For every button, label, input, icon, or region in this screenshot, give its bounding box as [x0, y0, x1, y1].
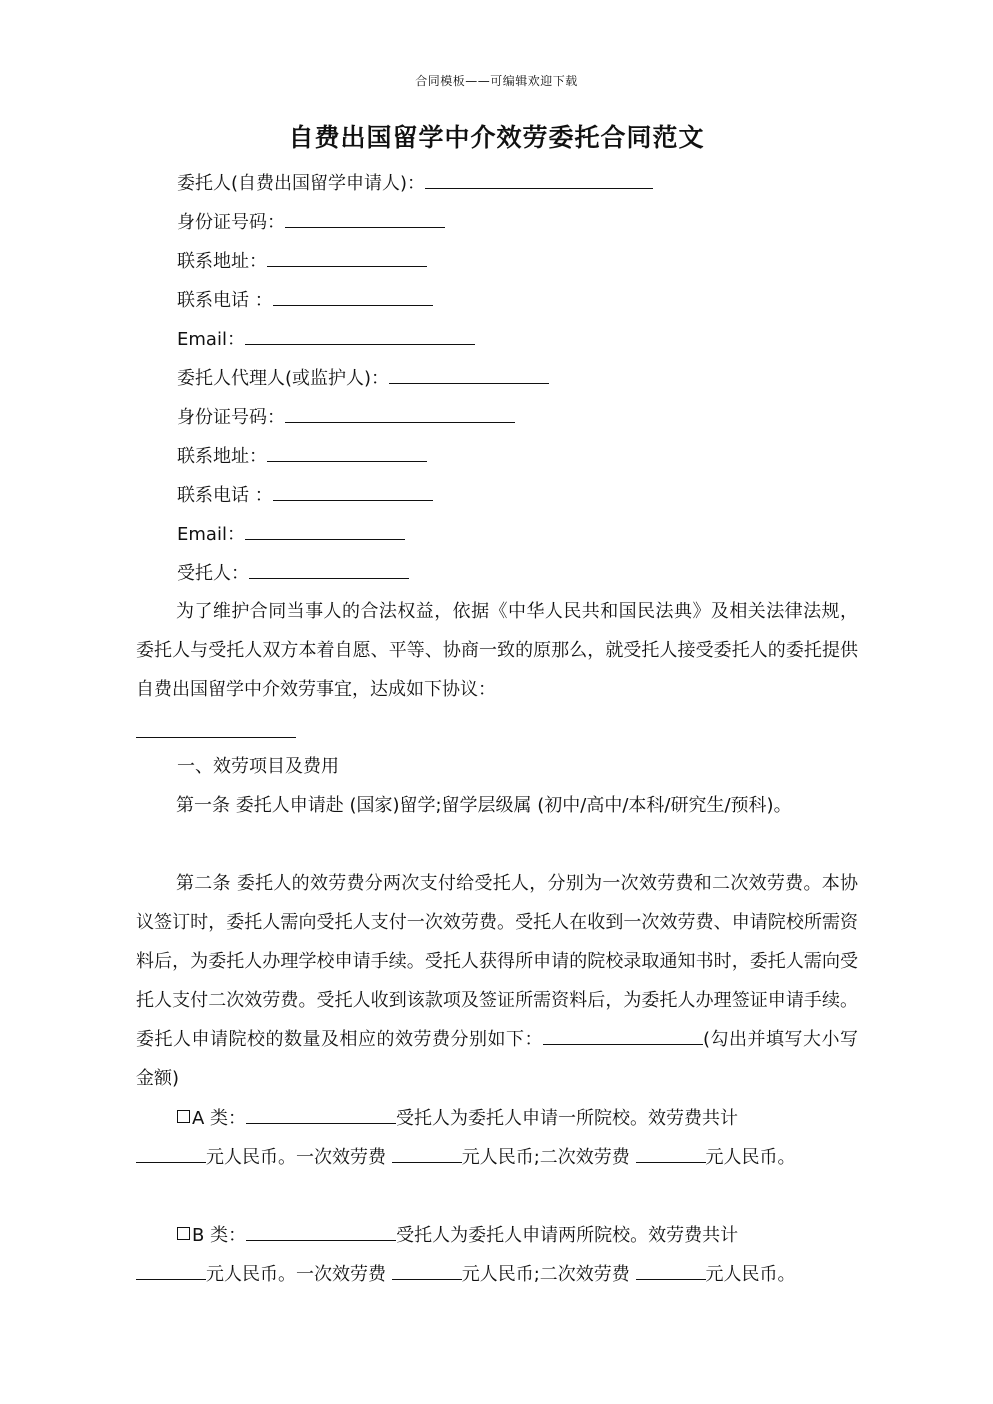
trustee-field: [177, 560, 409, 586]
field-label: 联系电话 ：: [177, 290, 273, 311]
field-label: 联系电话 ：: [177, 485, 273, 506]
field-label: 受托人：: [177, 563, 249, 584]
agent-address-field: [177, 443, 427, 469]
article-1: [136, 786, 858, 825]
option-b-line1: [177, 1222, 738, 1248]
field-label: 委托人(自费出国留学申请人)：: [177, 173, 426, 194]
fill-blank[interactable]: [249, 560, 409, 579]
fill-blank[interactable]: [136, 1261, 206, 1280]
fill-blank[interactable]: [636, 1144, 706, 1163]
fill-blank[interactable]: [267, 443, 427, 462]
principal-id-field: [177, 209, 445, 235]
fill-blank[interactable]: [425, 170, 653, 189]
principal-phone-field: [177, 287, 433, 313]
option-desc: 受托人为委托人申请两所院校。效劳费共计: [396, 1225, 739, 1246]
fill-blank[interactable]: [246, 1222, 396, 1241]
fill-blank[interactable]: [285, 404, 515, 423]
option-unit: 元人民币。一次效劳费: [206, 1147, 386, 1168]
page-header: 合同模板——可编辑欢迎下载: [415, 74, 578, 88]
option-label: B 类：: [192, 1225, 247, 1246]
option-label: A 类：: [192, 1108, 247, 1129]
fill-blank[interactable]: [285, 209, 445, 228]
agent-name-field: [177, 365, 549, 391]
field-label: Email：: [177, 524, 245, 545]
option-a-line2: [136, 1144, 796, 1170]
option-unit: 元人民币。: [705, 1264, 796, 1285]
article-2-body: 第二条 委托人的效劳费分两次支付给受托人，分别为一次效劳费和二次效劳费。本协议签订时，委托人需向受托人支付一次效劳费。受托人在收到一次效劳费、申请院校所需资料后，为委托人办理学校申请手续。受托人获得所申请的院校录取通知书时，委托人需向受托人支付二次效劳费。受托人收到该款项及签证所需资料后，为委托人办理签证申请手续。委托人申请院校的数量及相应的效劳费分别如下：: [136, 873, 858, 1050]
agent-email-field: [177, 521, 405, 547]
option-unit: 元人民币。: [705, 1147, 796, 1168]
option-unit: 元人民币;二次效劳费: [461, 1147, 630, 1168]
section-1-title: 一、效劳项目及费用: [177, 756, 339, 777]
fill-blank[interactable]: [136, 1144, 206, 1163]
fill-blank[interactable]: [245, 521, 405, 540]
option-b-line2: [136, 1261, 796, 1287]
checkbox[interactable]: [177, 1227, 190, 1240]
field-label: 联系地址：: [177, 446, 267, 467]
option-unit: 元人民币;二次效劳费: [461, 1264, 630, 1285]
fill-blank[interactable]: [389, 365, 549, 384]
page-title: 自费出国留学中介效劳委托合同范文: [288, 123, 705, 152]
field-label: 联系地址：: [177, 251, 267, 272]
article-2-text: [136, 864, 858, 1098]
agent-phone-field: [177, 482, 433, 508]
field-label: 委托人代理人(或监护人)：: [177, 368, 390, 389]
article-2: [136, 864, 858, 1098]
fill-blank[interactable]: [273, 287, 433, 306]
fill-blank[interactable]: [636, 1261, 706, 1280]
fill-blank[interactable]: [245, 326, 475, 345]
intro-paragraph: [136, 592, 858, 709]
option-desc: 受托人为委托人申请一所院校。效劳费共计: [396, 1108, 739, 1129]
article-2-suffix: (勾出并填写大小写金额): [136, 1029, 858, 1089]
principal-address-field: [177, 248, 427, 274]
fill-blank[interactable]: [543, 1026, 703, 1045]
agent-id-field: [177, 404, 515, 430]
fill-blank[interactable]: [392, 1144, 462, 1163]
option-unit: 元人民币。一次效劳费: [206, 1264, 386, 1285]
fill-blank[interactable]: [392, 1261, 462, 1280]
field-label: 身份证号码：: [177, 407, 285, 428]
field-label: Email：: [177, 329, 245, 350]
intro-text: 为了维护合同当事人的合法权益，依据《中华人民共和国民法典》及相关法律法规，委托人与受托人双方本着自愿、平等、协商一致的原那么，就受托人接受委托人的委托提供自费出国留学中介效劳事宜，达成如下协议：: [136, 601, 858, 700]
option-a-line1: [177, 1105, 738, 1131]
article-1-text: 第一条 委托人申请赴 (国家)留学;留学层级属 (初中/高中/本科/研究生/预科)。: [176, 795, 792, 816]
principal-name-field: [177, 170, 653, 196]
principal-email-field: [177, 326, 475, 352]
divider: [136, 737, 296, 738]
fill-blank[interactable]: [273, 482, 433, 501]
fill-blank[interactable]: [246, 1105, 396, 1124]
checkbox[interactable]: [177, 1110, 190, 1123]
fill-blank[interactable]: [267, 248, 427, 267]
field-label: 身份证号码：: [177, 212, 285, 233]
